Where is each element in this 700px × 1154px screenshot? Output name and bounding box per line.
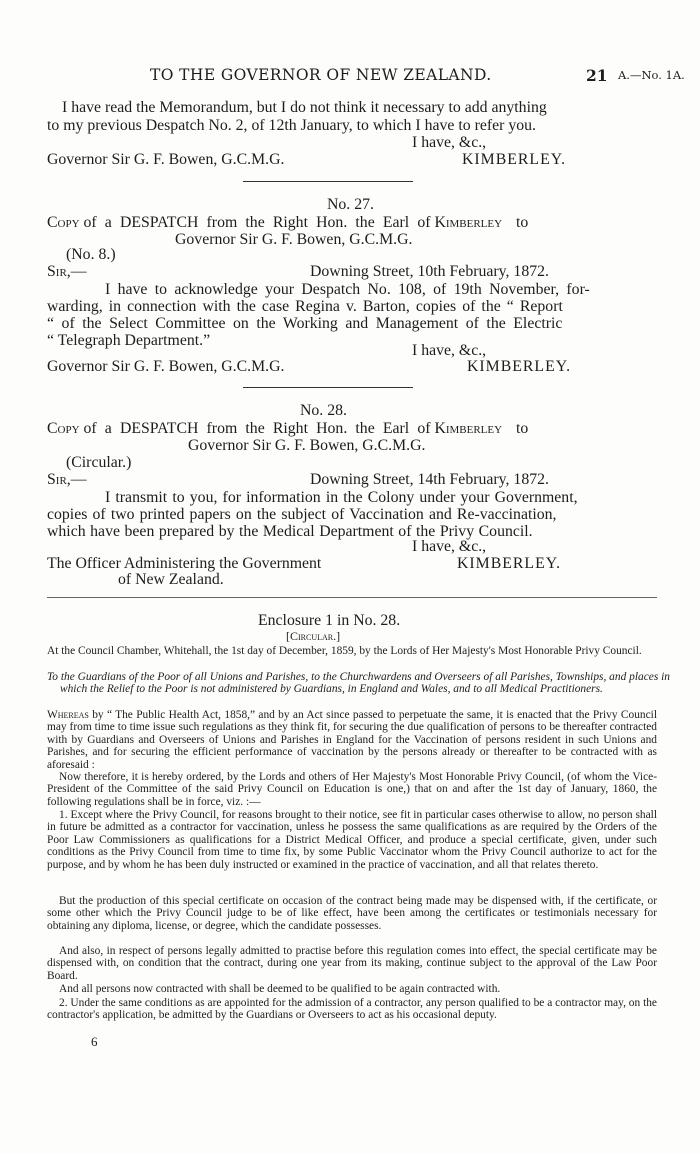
no27-ref: (No. 8.)	[66, 246, 116, 263]
now-therefore-paragraph: Now therefore, it is hereby ordered, by the Lords and others of Her Majesty's Most Honorable Privy Council, (of whom the Vice-President of the Committee of the said Privy Council on Education is one,) that on and after the 1st day of January, 1860, the following regulations shall be in force, viz. :—	[47, 771, 657, 808]
no28-body-line2: copies of two printed papers on the subject of Vaccination and Re-vaccination,	[47, 506, 557, 523]
whereas-text: by “ The Public Health Act, 1858,” and by an Act since passed to perpetuate the same, it is enacted that the Privy Council may from time to time issue such regulations as they think fit, for securing the due qualification of persons to be thereafter contracted with by Guardians and Overseers of Unions and Parishes in England for the Vaccination of persons resident in such Unions and Parishes, and for securing the efficient performance of vaccination by the persons already or thereafter to be contracted with as aforesaid :	[47, 709, 657, 771]
signature-mark: 6	[91, 1034, 98, 1049]
no27-copy-line1	[47, 214, 604, 232]
no27-closing: I have, &c.,	[412, 342, 487, 359]
no28-body-line3: which have been prepared by the Medical Department of the Privy Council.	[47, 523, 533, 540]
item1-addressee: Governor Sir G. F. Bowen, G.C.M.G.	[47, 151, 285, 168]
enclosure-circular: [Circular.]	[286, 629, 341, 643]
no28-copy-line2: Governor Sir G. F. Bowen, G.C.M.G.	[188, 437, 426, 454]
whereas-paragraph	[47, 709, 657, 771]
whereas-word: Whereas	[47, 709, 89, 721]
no27-salutation: Sir,—	[47, 263, 87, 280]
no27-number: No. 27.	[327, 196, 374, 213]
no27-body-line3: “ of the Select Committee on the Working and Management of the Electric	[47, 315, 563, 332]
paper-reference: A.—No. 1A.	[618, 68, 685, 82]
section-divider	[47, 597, 657, 598]
enclosure-heading: Enclosure 1 in No. 28.	[258, 612, 401, 629]
no27-earl-name: Kimberley	[434, 214, 503, 231]
addressed-to: To the Guardians of the Poor of all Unions and Parishes, to the Churchwardens and Overseers of all Parishes, Townships, and places in which the Relief to the Poor is not administered by Guardians, in England and Wales, and to all Medical Practitioners.	[47, 671, 670, 696]
no27-copy-word: Copy	[47, 214, 80, 231]
no28-copy-line1	[47, 420, 604, 438]
no28-place-date: Downing Street, 14th February, 1872.	[310, 471, 549, 488]
also-paragraph: And also, in respect of persons legally admitted to practise before this regulation comes into effect, the special certificate may be dispensed with, on condition that the contract, during one year from its making, continue subject to the approval of the Law Poor Board.	[47, 945, 657, 982]
item1-para-line1: I have read the Memorandum, but I do not think it necessary to add anything	[62, 99, 547, 116]
no27-body-line4: “ Telegraph Department.”	[47, 332, 211, 349]
no28-earl-name: Kimberley	[434, 420, 503, 437]
no28-to: to	[516, 420, 529, 437]
no28-signature: KIMBERLEY.	[457, 555, 562, 572]
all-persons-paragraph: And all persons now contracted with shall be deemed to be qualified to be again contracted with.	[59, 983, 501, 995]
item1-signature: KIMBERLEY.	[462, 151, 567, 168]
running-title: TO THE GOVERNOR OF NEW ZEALAND.	[150, 66, 492, 84]
section-divider	[243, 181, 413, 182]
no28-copy-text: of a DESPATCH from the Right Hon. the Earl of	[83, 420, 431, 437]
section-divider	[243, 387, 413, 388]
regulation-1: 1. Except where the Privy Council, for reasons brought to their notice, see fit in particular cases otherwise to allow, no person shall in future be admitted as a contractor for vaccination, unless he possess the same qualifications as are required by the Orders of the Poor Law Commissioners as qualifications for a District Medical Officer, and produce a special certificate, given, under such conditions as the Privy Council from time to time fix, by some Public Vaccinator whom the Privy Council authorize to act for the purpose, and by whom he has been duly instructed or examined in the practice of vaccination, and all that relates thereto.	[47, 809, 657, 871]
no28-number: No. 28.	[300, 402, 347, 419]
no28-addressee-line1: The Officer Administering the Government	[47, 555, 322, 572]
regulation-2: 2. Under the same conditions as are appointed for the admission of a contractor, any person qualified to be a contractor may, on the contractor's application, be admitted by the Guardians or Overseers to act as his occasional deputy.	[47, 997, 657, 1022]
no27-addressee: Governor Sir G. F. Bowen, G.C.M.G.	[47, 358, 285, 375]
no28-copy-word: Copy	[47, 420, 80, 437]
no27-body-line1: I have to acknowledge your Despatch No. 108, of 19th November, for-	[105, 281, 590, 298]
item1-para-line2: to my previous Despatch No. 2, of 12th January, to which I have to refer you.	[47, 117, 536, 134]
no28-addressee-line2: of New Zealand.	[118, 571, 224, 588]
page-number: 21	[586, 66, 608, 85]
no28-salutation: Sir,—	[47, 471, 87, 488]
council-line: At the Council Chamber, Whitehall, the 1st day of December, 1859, by the Lords of Her Majesty's Most Honorable Privy Council.	[47, 645, 642, 657]
no28-closing: I have, &c.,	[412, 538, 487, 555]
no28-body-line1: I transmit to you, for information in the Colony under your Government,	[105, 489, 578, 506]
no27-copy-line2: Governor Sir G. F. Bowen, G.C.M.G.	[175, 231, 413, 248]
page-header	[0, 66, 700, 88]
no27-copy-text: of a DESPATCH from the Right Hon. the Earl of	[83, 214, 431, 231]
no28-ref: (Circular.)	[66, 454, 132, 471]
no27-place-date: Downing Street, 10th February, 1872.	[310, 263, 549, 280]
no27-body-line2: warding, in connection with the case Regina v. Barton, copies of the “ Report	[47, 298, 563, 315]
item1-closing: I have, &c.,	[412, 134, 487, 151]
no27-to: to	[516, 214, 529, 231]
but-paragraph: But the production of this special certificate on occasion of the contract being made may be dispensed with, if the certificate, or some other which the Privy Council judge to be of like effect, have been among the certificates or testimonials necessary for obtaining any diploma, license, or degree, which the candidate possesses.	[47, 895, 657, 932]
no27-signature: KIMBERLEY.	[467, 358, 572, 375]
